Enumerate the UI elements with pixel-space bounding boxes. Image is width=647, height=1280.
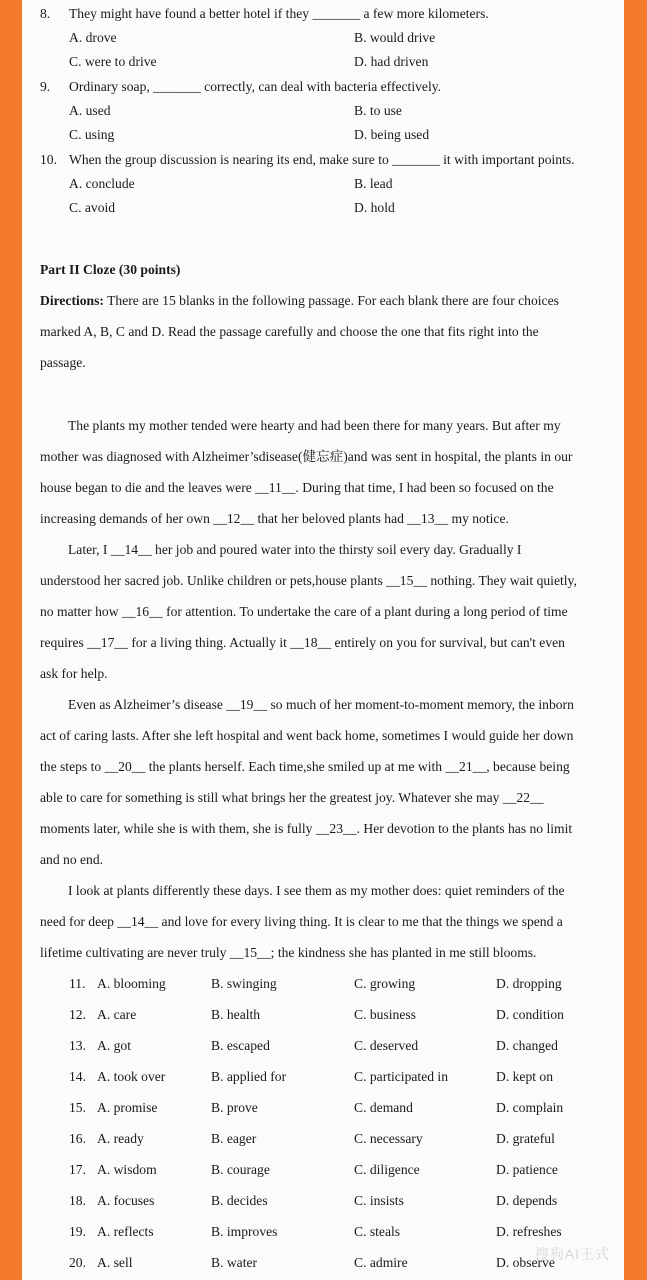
option-d: D. changed	[496, 1038, 558, 1053]
option-a: A. blooming	[97, 976, 166, 991]
option-row-number: 19.	[69, 1224, 86, 1239]
option-a: A. got	[97, 1038, 131, 1053]
section-heading: Part II Cloze (30 points)	[40, 262, 181, 277]
option-row-number: 15.	[69, 1100, 86, 1115]
option-b: B. health	[211, 1007, 261, 1022]
option-row-number: 13.	[69, 1038, 86, 1053]
option-a: A. care	[97, 1007, 137, 1022]
option-row-number: 14.	[69, 1069, 86, 1084]
passage-line: understood her sacred job. Unlike children or pets,house plants __15__ nothing. They wait quietly,	[40, 573, 577, 588]
directions-line	[40, 293, 559, 309]
option-c: C. steals	[354, 1224, 401, 1239]
option-c: C. participated in	[354, 1069, 448, 1084]
option-c: C. necessary	[354, 1131, 423, 1146]
option-d: D. depends	[496, 1193, 558, 1208]
option-d: D. condition	[496, 1007, 564, 1022]
passage-line: and no end.	[40, 852, 104, 867]
option-row-number: 18.	[69, 1193, 86, 1208]
option-a: A. reflects	[97, 1224, 154, 1239]
question-number: 8.	[40, 6, 51, 21]
directions-label: Directions:	[40, 293, 104, 308]
question-number: 9.	[40, 79, 51, 94]
option-b: B. to use	[354, 103, 402, 118]
option-b: B. escaped	[211, 1038, 270, 1053]
passage-line: need for deep __14__ and love for every living thing. It is clear to me that the things we spend a	[40, 914, 563, 929]
passage-line: increasing demands of her own __12__ that her beloved plants had __13__ my notice.	[40, 511, 509, 526]
option-c: C. diligence	[354, 1162, 420, 1177]
option-row-number: 11.	[69, 976, 86, 991]
option-c: C. using	[69, 127, 115, 142]
option-c: C. growing	[354, 976, 416, 991]
passage-line: The plants my mother tended were hearty and had been there for many years. But after my	[68, 418, 561, 433]
option-row-number: 12.	[69, 1007, 86, 1022]
option-c: C. demand	[354, 1100, 413, 1115]
option-row-number: 20.	[69, 1255, 86, 1270]
directions-text: There are 15 blanks in the following passage. For each blank there are four choices	[103, 293, 559, 308]
passage-line: no matter how __16__ for attention. To undertake the care of a plant during a long period of time	[40, 604, 568, 619]
passage-line: lifetime cultivating are never truly __15__; the kindness she has planted in me still blooms.	[40, 945, 537, 960]
option-b: B. lead	[354, 176, 393, 191]
passage-line: moments later, while she is with them, she is fully __23__. Her devotion to the plants has no limit	[40, 821, 573, 836]
option-b: B. prove	[211, 1100, 258, 1115]
option-a: A. focuses	[97, 1193, 155, 1208]
passage-line: I look at plants differently these days. I see them as my mother does: quiet reminders of the	[68, 883, 565, 898]
passage-line: ask for help.	[40, 666, 108, 681]
passage-line: act of caring lasts. After she left hospital and went back home, sometimes I would guide her down	[40, 728, 574, 743]
option-b: B. eager	[211, 1131, 257, 1146]
option-b: B. courage	[211, 1162, 270, 1177]
option-row-number: 16.	[69, 1131, 86, 1146]
passage-line: the steps to __20__ the plants herself. Each time,she smiled up at me with __21__, because being	[40, 759, 570, 774]
option-d: D. grateful	[496, 1131, 555, 1146]
option-a: A. promise	[97, 1100, 158, 1115]
question-stem: They might have found a better hotel if they _______ a few more kilometers.	[69, 6, 489, 21]
option-b: B. swinging	[211, 976, 277, 991]
option-d: D. kept on	[496, 1069, 554, 1084]
option-d: D. patience	[496, 1162, 558, 1177]
passage-line: house began to die and the leaves were __11__. During that time, I had been so focused on the	[40, 480, 554, 495]
option-c: C. deserved	[354, 1038, 419, 1053]
option-b: B. improves	[211, 1224, 278, 1239]
option-a: A. drove	[69, 30, 117, 45]
option-a: A. wisdom	[97, 1162, 157, 1177]
option-b: B. water	[211, 1255, 258, 1270]
directions-line: passage.	[40, 355, 86, 370]
option-d: D. complain	[496, 1100, 564, 1115]
question-stem: When the group discussion is nearing its end, make sure to _______ it with important points.	[69, 152, 575, 167]
question-number: 10.	[40, 152, 57, 167]
passage-line: able to care for something is still what brings her the greatest joy. Whatever she may __22__	[40, 790, 544, 805]
exam-page	[22, 0, 624, 1280]
passage-line: Later, I __14__ her job and poured water into the thirsty soil every day. Gradually I	[68, 542, 522, 557]
option-b: B. applied for	[211, 1069, 287, 1084]
watermark: 搜狗AI王式	[534, 1246, 610, 1262]
option-d: D. being used	[354, 127, 430, 142]
option-d: D. hold	[354, 200, 395, 215]
passage-line: mother was diagnosed with Alzheimer’sdisease(健忘症)and was sent in hospital, the plants in our	[40, 449, 573, 464]
option-a: A. took over	[97, 1069, 166, 1084]
option-d: D. had driven	[354, 54, 429, 69]
option-d: D. observe	[496, 1255, 555, 1270]
option-d: D. refreshes	[496, 1224, 562, 1239]
option-a: A. used	[69, 103, 111, 118]
question-stem: Ordinary soap, _______ correctly, can deal with bacteria effectively.	[69, 79, 442, 94]
option-c: C. admire	[354, 1255, 408, 1270]
passage-line: Even as Alzheimer’s disease __19__ so much of her moment-to-moment memory, the inborn	[68, 697, 574, 712]
option-c: C. were to drive	[69, 54, 157, 69]
option-b: B. would drive	[354, 30, 436, 45]
option-c: C. business	[354, 1007, 416, 1022]
option-row-number: 17.	[69, 1162, 86, 1177]
option-a: A. ready	[97, 1131, 144, 1146]
option-a: A. sell	[97, 1255, 133, 1270]
option-c: C. insists	[354, 1193, 404, 1208]
option-d: D. dropping	[496, 976, 562, 991]
passage-line: requires __17__ for a living thing. Actually it __18__ entirely on you for survival, but can't even	[40, 635, 565, 650]
option-b: B. decides	[211, 1193, 268, 1208]
option-c: C. avoid	[69, 200, 116, 215]
option-a: A. conclude	[69, 176, 135, 191]
directions-line: marked A, B, C and D. Read the passage carefully and choose the one that fits right into the	[40, 324, 539, 339]
